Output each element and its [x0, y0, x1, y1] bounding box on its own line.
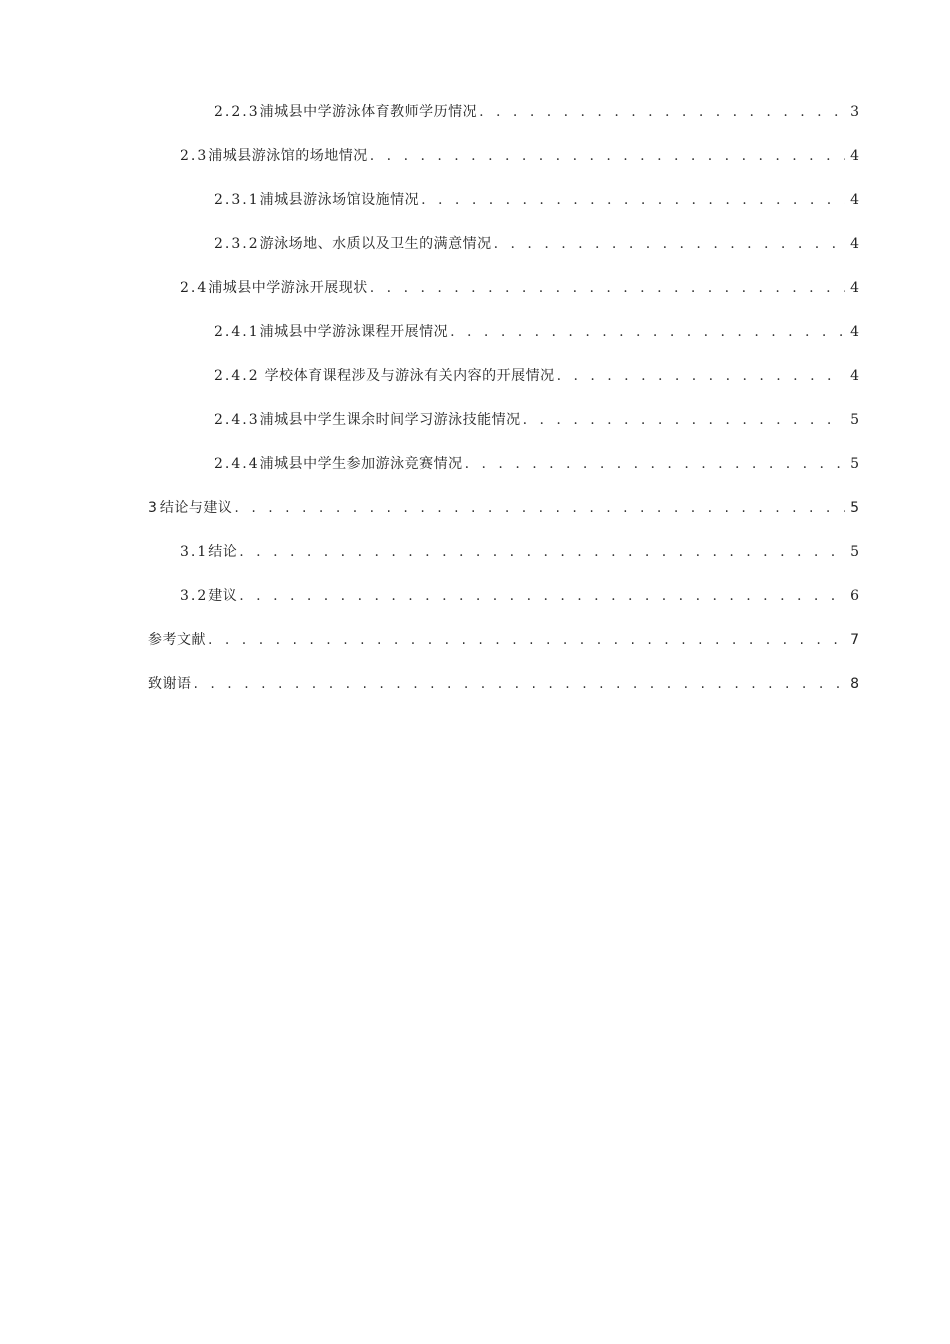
toc-entry-page: 3	[850, 104, 859, 120]
toc-entry-number: 2.3	[180, 148, 209, 164]
toc-entry[interactable]	[0, 409, 950, 453]
toc-entry[interactable]	[0, 101, 950, 145]
toc-dot-leader	[239, 588, 845, 604]
toc-entry-page: 5	[850, 456, 859, 472]
toc-dot-leader	[370, 280, 845, 296]
toc-entry-title: 浦城县中学游泳课程开展情况	[259, 324, 449, 340]
toc-entry-page: 4	[850, 148, 859, 164]
toc-entry[interactable]	[0, 673, 950, 717]
toc-entry-title: 浦城县游泳场馆设施情况	[259, 192, 420, 208]
toc-dot-leader	[523, 412, 845, 428]
toc-entry[interactable]	[0, 629, 950, 673]
toc-entry-number: 2.4	[180, 280, 209, 296]
toc-entry-number: 2.4.4	[214, 456, 260, 472]
toc-dot-leader	[557, 368, 845, 384]
toc-entry-page: 4	[850, 192, 859, 208]
toc-entry-number: 2.2.3	[214, 104, 260, 120]
toc-dot-leader	[239, 544, 845, 560]
toc-entry[interactable]	[0, 277, 950, 321]
toc-entry-page: 4	[850, 236, 859, 252]
toc-entry-title: 游泳场地、水质以及卫生的满意情况	[259, 236, 492, 252]
toc-entry-page: 7	[850, 632, 859, 648]
toc-entry[interactable]	[0, 189, 950, 233]
toc-entry-page: 5	[850, 544, 859, 560]
toc-entry[interactable]	[0, 145, 950, 189]
toc-dot-leader	[465, 456, 845, 472]
toc-entry-title: 浦城县中学游泳开展现状	[208, 280, 368, 296]
toc-entry-title: 浦城县中学生课余时间学习游泳技能情况	[259, 412, 521, 428]
toc-entry-number: 3.2	[180, 588, 209, 604]
toc-dot-leader	[370, 148, 845, 164]
toc-entry-number: 2.3.2	[214, 236, 260, 252]
toc-dot-leader	[494, 236, 845, 252]
toc-entry-number: 2.4.2	[214, 368, 260, 384]
toc-entry[interactable]	[0, 453, 950, 497]
toc-entry-page: 5	[850, 412, 859, 428]
toc-entry[interactable]	[0, 365, 950, 409]
toc-entry-title: 建议	[208, 588, 238, 604]
toc-dot-leader	[208, 632, 845, 648]
toc-dot-leader	[234, 500, 845, 516]
toc-entry-page: 4	[850, 280, 859, 296]
toc-entry-title: 学校体育课程涉及与游泳有关内容的开展情况	[259, 368, 555, 384]
toc-entry-title: 结论与建议	[159, 500, 233, 516]
toc-entry-title: 结论	[208, 544, 238, 560]
toc-entry[interactable]	[0, 321, 950, 365]
toc-dot-leader	[479, 104, 845, 120]
table-of-contents	[0, 101, 950, 717]
toc-entry-number: 3.1	[180, 544, 209, 560]
toc-entry-title: 参考文献	[148, 632, 206, 648]
toc-entry-number: 2.4.3	[214, 412, 260, 428]
toc-dot-leader	[421, 192, 845, 208]
toc-entry-page: 8	[850, 676, 859, 692]
toc-entry[interactable]	[0, 585, 950, 629]
toc-entry-number: 3	[148, 500, 157, 516]
toc-entry[interactable]	[0, 497, 950, 541]
toc-entry-number: 2.3.1	[214, 192, 260, 208]
toc-entry-title: 浦城县游泳馆的场地情况	[208, 148, 368, 164]
toc-dot-leader	[450, 324, 845, 340]
toc-dot-leader	[194, 676, 846, 692]
toc-entry-title: 致谢语	[148, 676, 192, 692]
toc-entry-title: 浦城县中学游泳体育教师学历情况	[259, 104, 478, 120]
toc-entry-title: 浦城县中学生参加游泳竞赛情况	[259, 456, 463, 472]
toc-entry-page: 4	[850, 324, 859, 340]
toc-entry-number: 2.4.1	[214, 324, 260, 340]
toc-entry-page: 5	[850, 500, 859, 516]
toc-entry[interactable]	[0, 541, 950, 585]
toc-entry-page: 4	[850, 368, 859, 384]
toc-entry-page: 6	[850, 588, 859, 604]
toc-entry[interactable]	[0, 233, 950, 277]
